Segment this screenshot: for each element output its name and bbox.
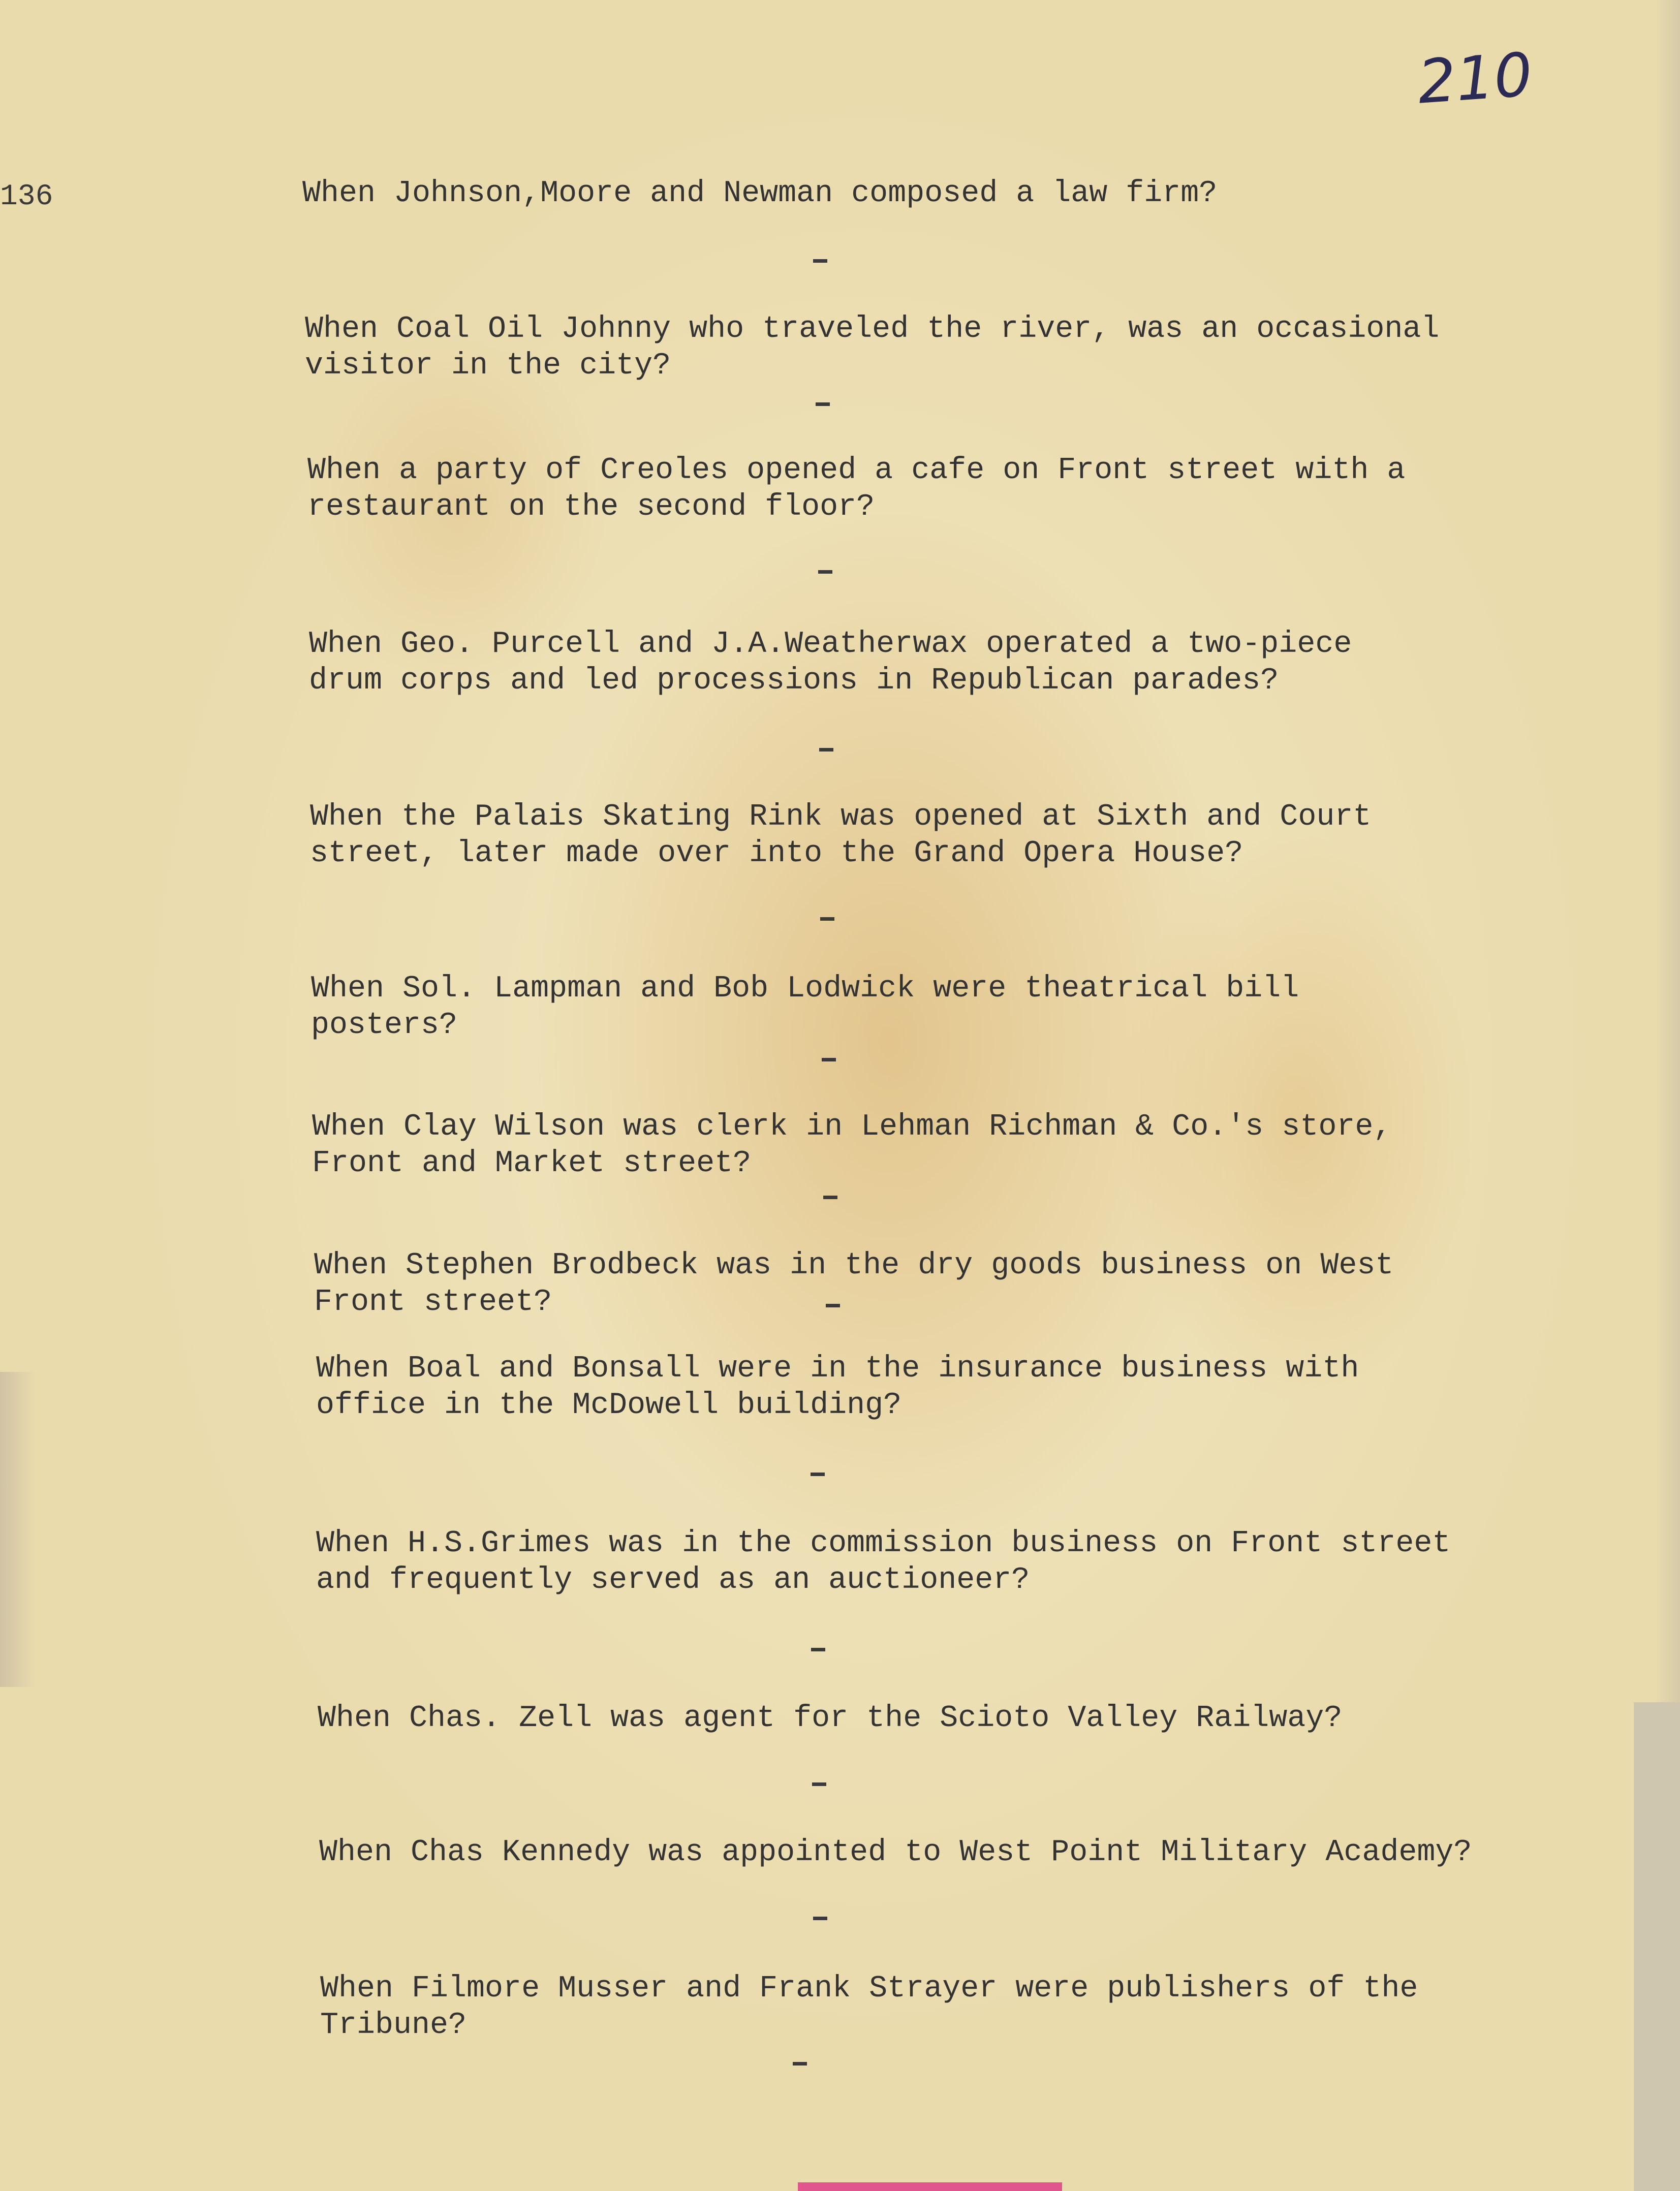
margin-number: 136 — [0, 180, 53, 213]
separator-dash — [816, 402, 830, 406]
question-4: When Geo. Purcell and J.A.Weatherwax operated a two-piece drum corps and led processions in Republican parades? — [309, 627, 1352, 698]
separator-dash — [793, 2062, 807, 2065]
separator-dash — [812, 1782, 826, 1786]
question-10: When H.S.Grimes was in the commission business on Front street and frequently served as an auctioneer? — [316, 1526, 1451, 1598]
handwritten-page-number: 210 — [1415, 39, 1535, 117]
separator-dash — [823, 1196, 837, 1199]
question-5: When the Palais Skating Rink was opened at Sixth and Court street, later made over into the Grand Opera House? — [310, 800, 1372, 871]
question-2: When Coal Oil Johnny who traveled the river, was an occasional visitor in the city? — [305, 312, 1440, 383]
separator-dash — [820, 917, 834, 921]
question-12: When Chas Kennedy was appointed to West Point Military Academy? — [319, 1835, 1472, 1870]
separator-dash — [811, 1648, 825, 1651]
question-13: When Filmore Musser and Frank Strayer were publishers of the Tribune? — [320, 1971, 1418, 2043]
question-6: When Sol. Lampman and Bob Lodwick were theatrical bill posters? — [311, 972, 1299, 1043]
separator-dash — [813, 1917, 827, 1920]
pink-mark — [798, 2182, 1062, 2191]
separator-dash — [819, 748, 833, 752]
question-11: When Chas. Zell was agent for the Scioto Valley Railway? — [318, 1701, 1343, 1736]
question-7: When Clay Wilson was clerk in Lehman Richman & Co.'s store, Front and Market street? — [312, 1110, 1392, 1181]
separator-dash — [811, 1473, 825, 1476]
question-9: When Boal and Bonsall were in the insurance business with office in the McDowell building? — [316, 1352, 1359, 1423]
question-3: When a party of Creoles opened a cafe on Front street with a restaurant on the second floor? — [307, 453, 1406, 524]
separator-dash — [813, 259, 827, 263]
question-8: When Stephen Brodbeck was in the dry goods business on West Front street? — [314, 1248, 1394, 1320]
question-1: When Johnson,Moore and Newman composed a law firm? — [302, 176, 1218, 211]
backing-sheet — [1634, 1702, 1680, 2191]
separator-dash — [822, 1058, 836, 1061]
torn-edge — [0, 1372, 36, 1687]
paper-edge-shadow — [1654, 0, 1680, 1702]
separator-dash — [818, 570, 832, 574]
separator-dash — [826, 1304, 840, 1307]
